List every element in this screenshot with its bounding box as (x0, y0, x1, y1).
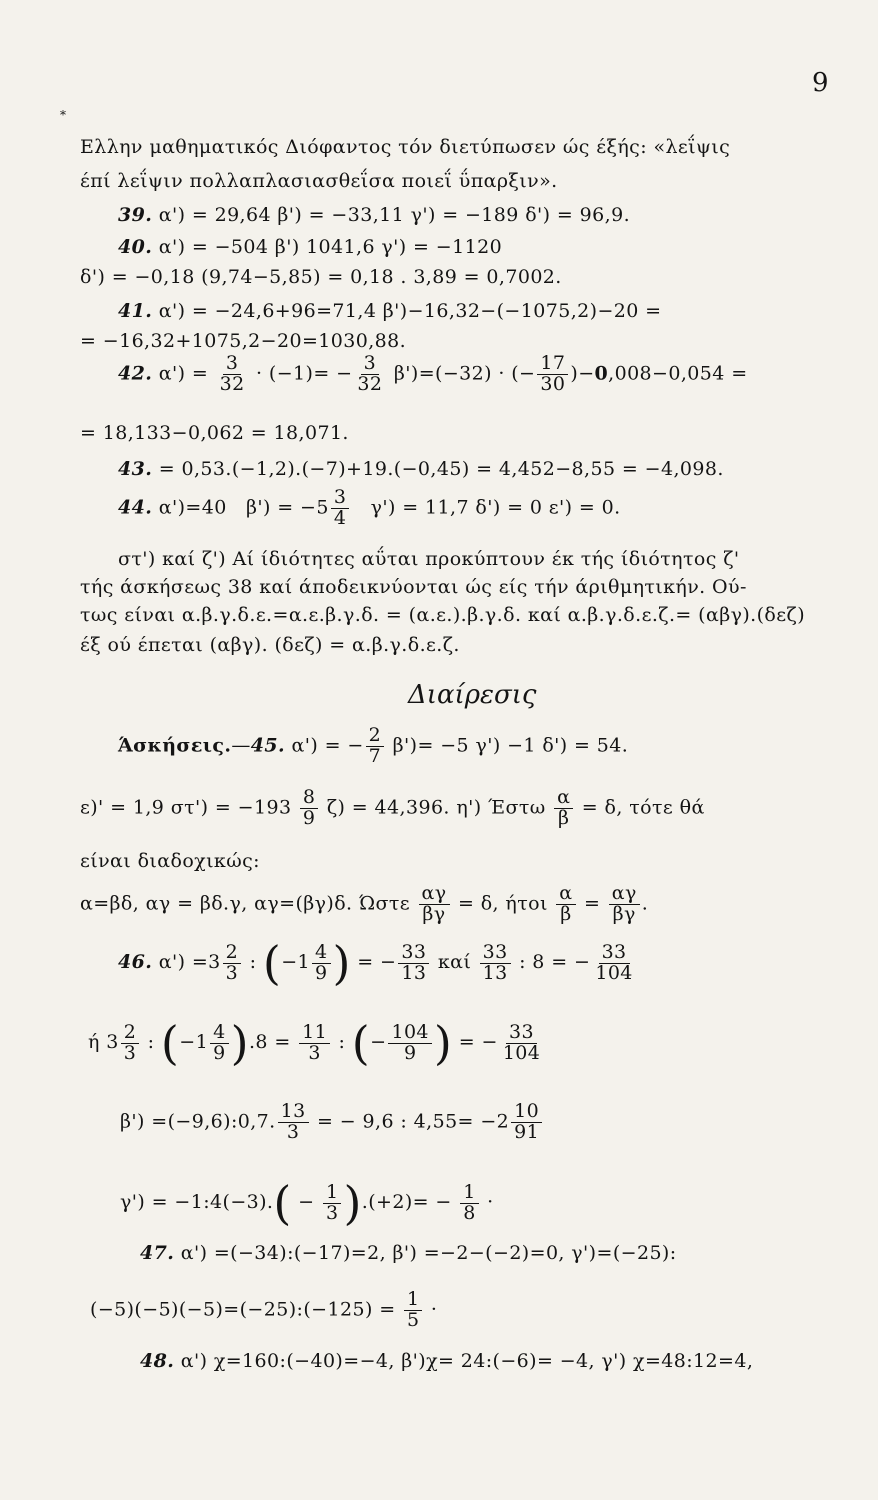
fraction: $\frac{2}{3}$ (223, 943, 242, 984)
exercise-46-line-4: γ') = −1:4(−3).( − $\frac{1}{3}$ ).(+2)= − $\frac{1}{8}$ · (120, 1176, 494, 1230)
exercise-number: 48. (140, 1350, 175, 1372)
label-b: β') = −5 (246, 496, 329, 519)
exercise-46-line-3: β') =(−9,6):0,7. $\frac{13}{3}$ = − 9,6 : 4,55= −2 $\frac{10}{91}$ (120, 1102, 544, 1143)
exercise-text: α') = −504 β') 1041,6 γ') = −1120 (158, 236, 503, 258)
exercise-40-line-2: δ') = −0,18 (9,74−5,85) = 0,18 . 3,89 = 0,7002. (80, 266, 562, 288)
exercise-text: = 0,53.(−1,2).(−7)+19.(−0,45) = 4,452−8,55 = −4,098. (158, 458, 724, 480)
exercise-47-line-2: (−5)(−5)(−5)=(−25):(−125) = $\frac{1}{5}$ · (90, 1288, 438, 1331)
fraction: $\frac{3}{32}$ (219, 352, 245, 395)
exercise-text: α') =(−34):(−17)=2, β') =−2−(−2)=0, γ')=(−25): (180, 1242, 677, 1264)
exercise-45-line-3: είναι διαδοχικώς: (80, 850, 260, 872)
fraction: $\frac{4}{9}$ (312, 943, 331, 984)
fraction: $\frac{33}{104}$ (502, 1020, 541, 1064)
exercise-48 (140, 1350, 753, 1372)
fraction: $\frac{\alpha}{\beta}$ (554, 788, 573, 829)
text-segment: = δ, τότε θά (581, 796, 705, 819)
exercise-text: α') = −24,6+96=71,4 β')−16,32−(−1075,2)−20 = (158, 300, 662, 322)
fraction: $\frac{2}{7}$ (366, 726, 385, 767)
page-number: 9 (812, 68, 829, 98)
exercise-42: 42. α') = $\frac{3}{32}$ · (−1)= − $\frac{3}{32}$ β')=(−32) · (− $\frac{17}{30}$ )−0,008−0,054 = (118, 352, 748, 395)
fraction: $\frac{1}{5}$ (404, 1290, 423, 1331)
fraction: $\frac{8}{9}$ (300, 788, 319, 829)
text-segment: ή (88, 1031, 100, 1053)
exercise-41 (118, 300, 662, 322)
fraction: $\frac{10}{91}$ (511, 1102, 542, 1143)
exercise-40 (118, 236, 502, 258)
fraction: $\frac{33}{104}$ (595, 940, 633, 984)
exercise-number: 44. (118, 496, 153, 519)
label-a: α')=40 (158, 496, 227, 519)
fraction: $\frac{3}{32}$ (357, 352, 383, 395)
exercise-text: α') χ=160:(−40)=−4, β')χ= 24:(−6)= −4, γ') χ=48:12=4, (180, 1350, 754, 1372)
exercise-41-line-2: = −16,32+1075,2−20=1030,88. (80, 330, 407, 352)
fraction: $\frac{13}{3}$ (278, 1102, 309, 1143)
label-a: α') (158, 362, 186, 385)
exercise-45-line-4: α=βδ, αγ = βδ.γ, αγ=(βγ)δ. Ώστε $\frac{\alpha\gamma}{\beta\gamma}$ = δ, ήτοι $\frac{\alpha}{\beta}$ = $\frac{\alpha\gamma}{\beta\gamma}$ . (80, 882, 649, 925)
exercise-number: 41. (118, 300, 153, 322)
exercise-number: 45. (250, 734, 286, 757)
label-g: γ') (120, 1191, 146, 1213)
exercise-45: Άσκήσεις.—45. α') = − $\frac{2}{7}$ β')= −5 γ') −1 δ') = 54. (118, 724, 629, 767)
exercise-46: 46. α') =3 $\frac{2}{3}$ : (−1 $\frac{4}{9}$ ) = − $\frac{33}{13}$ καί $\frac{33}{13}$ : 8 = − $\frac{33}{104}$ (118, 940, 638, 986)
fraction: $\frac{104}{9}$ (388, 1023, 431, 1064)
exercise-number: 42. (118, 362, 153, 385)
fraction: $\frac{17}{30}$ (537, 354, 568, 395)
label-a: α') (158, 951, 186, 973)
label-b: β') (393, 362, 419, 385)
fraction: $\frac{4}{9}$ (210, 1023, 229, 1064)
exercise-number: 47. (140, 1242, 175, 1264)
fraction: $\frac{33}{13}$ (398, 943, 429, 984)
text-segment: ζ) = 44,396. η') Έστω (326, 796, 546, 819)
exercise-number: 46. (118, 951, 153, 973)
exercise-44 (118, 488, 621, 529)
paragraph-line-4: έξ ού έπεται (αβγ). (δεζ) = α.β.γ.δ.ε.ζ. (80, 634, 460, 656)
paragraph-line-1: στ') καί ζ') Αί ίδιότητες αΰται προκύπτουν έκ τής ίδιότητος ζ' (118, 548, 740, 570)
fraction: $\frac{33}{13}$ (480, 943, 511, 984)
fraction: $\frac{\alpha\gamma}{\beta\gamma}$ (419, 884, 450, 925)
exercise-text: α') = 29,64 β') = −33,11 γ') = −189 δ') = 96,9. (158, 204, 631, 226)
text-segment: (−5)(−5)(−5)=(−25):(−125) = (90, 1298, 396, 1321)
dash: — (231, 734, 251, 757)
exercise-text: γ') = 11,7 δ') = 0 ε') = 0. (370, 496, 621, 519)
paragraph-line-3: τως είναι α.β.γ.δ.ε.=α.ε.β.γ.δ. = (α.ε.).β.γ.δ. καί α.β.γ.δ.ε.ζ.= (αβγ).(δεζ) (80, 604, 806, 626)
text-segment: ε)' = 1,9 στ') = −193 (80, 796, 292, 819)
page-mark: * (60, 108, 66, 122)
intro-line-1: Ελλην μαθηματικός Διόφαντος τόν διετύπωσεν ώς έξής: «λεΐψις (80, 136, 731, 158)
label-a: α') (291, 734, 319, 757)
fraction: $\frac{\alpha\gamma}{\beta\gamma}$ (609, 884, 640, 925)
text-segment: = δ, ήτοι (457, 892, 548, 915)
exercise-number: 43. (118, 458, 153, 480)
fraction: $\frac{3}{4}$ (331, 488, 350, 529)
exercise-39 (118, 204, 630, 226)
text-segment: καί (437, 951, 472, 973)
fraction: $\frac{11}{3}$ (299, 1023, 330, 1064)
section-heading: Διαίρεσις (408, 680, 537, 710)
exercise-47 (140, 1242, 677, 1264)
intro-line-2: έπί λεΐψιν πολλαπλασιασθεΐσα ποιεΐ ΰπαρξιν». (80, 170, 558, 192)
label-b: β') (120, 1110, 145, 1133)
exercise-42-line-2: = 18,133−0,062 = 18,071. (80, 422, 349, 444)
fraction: $\frac{1}{8}$ (460, 1183, 479, 1224)
fraction: $\frac{1}{3}$ (323, 1183, 342, 1224)
paragraph-line-2: τής άσκήσεως 38 καί άποδεικνύονται ώς είς τήν άριθμητικήν. Ού- (80, 576, 747, 598)
exercise-number: 40. (118, 236, 153, 258)
fraction: $\frac{2}{3}$ (121, 1023, 140, 1064)
exercise-number: 39. (118, 204, 153, 226)
exercises-label: Άσκήσεις. (118, 734, 232, 757)
exercise-46-line-2: ή 3 $\frac{2}{3}$ : (−1 $\frac{4}{9}$ ).8 = $\frac{11}{3}$ : (− $\frac{104}{9}$ ) = − $\frac{33}{104}$ (88, 1020, 545, 1066)
fraction: $\frac{\alpha}{\beta}$ (556, 884, 575, 925)
exercise-45-line-2 (80, 788, 705, 829)
text-segment: α=βδ, αγ = βδ.γ, αγ=(βγ)δ. Ώστε (80, 892, 411, 915)
exercise-text: β')= −5 γ') −1 δ') = 54. (392, 734, 629, 757)
exercise-43 (118, 458, 724, 480)
